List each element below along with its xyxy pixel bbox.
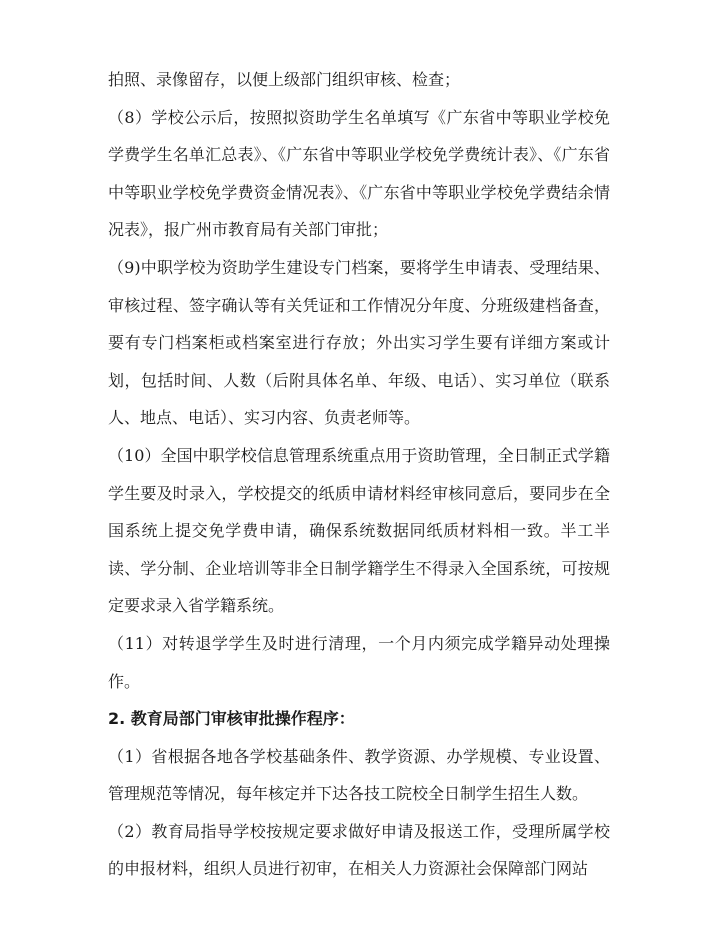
section-heading: 2. 教育局部门审核审批操作程序：: [108, 709, 355, 729]
paragraph-sub-item-2: （2）教育局指导学校按规定要求做好申请及报送工作，受理所属学校的申报材料，组织人员进行初审，在相关人力资源社会保障部门网站: [108, 821, 610, 879]
paragraph-item-10: （10）全国中职学校信息管理系统重点用于资助管理，全日制正式学籍学生要及时录入，学校提交的纸质申请材料经审核同意后，要同步在全国系统上提交免学费申请，确保系统数据同纸质材料相一致。半工半读、学分制、企业培训等非全日制学籍学生不得录入全国系统，可按规定要求录入省学籍系统。: [108, 445, 610, 616]
paragraph-item-8: （8）学校公示后，按照拟资助学生名单填写《广东省中等职业学校免学费学生名单汇总表》、《广东省中等职业学校免学费统计表》、《广东省中等职业学校免学费资金情况表》、《广东省中等职业学校免学费结余情况表》，报广州市教育局有关部门审批；: [108, 107, 610, 240]
paragraph-item-9: （9)中职学校为资助学生建设专门档案，要将学生申请表、受理结果、审核过程、签字确认等有关凭证和工作情况分年度、分班级建档备查，要有专门档案柜或档案室进行存放；外出实习学生要有详细方案或计划，包括时间、人数（后附具体名单、年级、电话）、实习单位（联系人、地点、电话）、实习内容、负责老师等。: [108, 257, 610, 428]
paragraph-photo-video: 拍照、录像留存，以便上级部门组织审核、检查；: [108, 70, 461, 89]
paragraph-sub-item-1: （1）省根据各地各学校基础条件、教学资源、办学规模、专业设置、管理规范等情况，每年核定并下达各技工院校全日制学生招生人数。: [108, 746, 610, 804]
paragraph-item-11: （11）对转退学学生及时进行清理，一个月内须完成学籍异动处理操作。: [108, 633, 610, 691]
